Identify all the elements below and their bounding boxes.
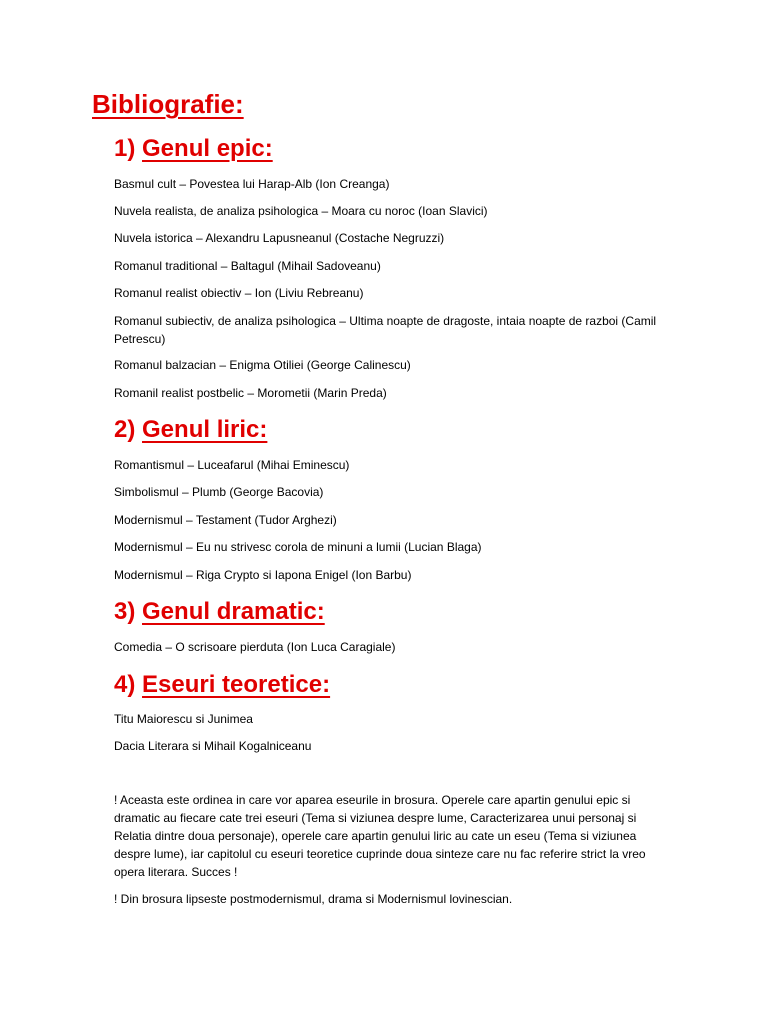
section-label: Genul dramatic: bbox=[142, 598, 325, 625]
section-number: 4) bbox=[114, 671, 136, 698]
section-heading-genul-epic bbox=[114, 131, 273, 167]
list-item: Romanul realist obiectiv – Ion (Liviu Rebreanu) bbox=[114, 286, 364, 300]
section-label: Genul epic: bbox=[142, 135, 273, 162]
list-item: Romanul traditional – Baltagul (Mihail Sadoveanu) bbox=[114, 259, 381, 273]
section-heading-eseuri-teoretice bbox=[114, 667, 330, 703]
list-item: Romanul balzacian – Enigma Otiliei (George Calinescu) bbox=[114, 358, 411, 372]
list-item: Comedia – O scrisoare pierduta (Ion Luca Caragiale) bbox=[114, 640, 396, 654]
section-heading-genul-liric bbox=[114, 412, 267, 448]
list-item: Modernismul – Testament (Tudor Arghezi) bbox=[114, 513, 337, 527]
list-item: Romanul subiectiv, de analiza psihologica – Ultima noapte de dragoste, intaia noapte de razboi (Camil Petrescu) bbox=[114, 314, 657, 346]
section-number: 3) bbox=[114, 598, 136, 625]
page-title: Bibliografie: bbox=[92, 89, 244, 119]
section-label: Eseuri teoretice: bbox=[142, 671, 331, 698]
note-paragraph: ! Aceasta este ordinea in care vor aparea eseurile in brosura. Operele care apartin genului epic si dramatic au fiecare cate trei eseuri (Tema si viziunea despre lume, Caracterizarea unui personaj si Relatia dintre doua personaje), operele care apartin genului liric au cate un eseu (Tema si viziunea despre lume), iar capitolul cu eseuri teoretice cuprinde doua sinteze care nu fac referire strict la vreo opera literara. Succes ! bbox=[114, 793, 646, 879]
section-number: 1) bbox=[114, 135, 136, 162]
list-item: Basmul cult – Povestea lui Harap-Alb (Ion Creanga) bbox=[114, 177, 390, 191]
list-item: Nuvela realista, de analiza psihologica – Moara cu noroc (Ioan Slavici) bbox=[114, 204, 488, 218]
list-item: Romanil realist postbelic – Morometii (Marin Preda) bbox=[114, 386, 387, 400]
list-item: Dacia Literara si Mihail Kogalniceanu bbox=[114, 739, 312, 753]
section-heading-genul-dramatic bbox=[114, 594, 325, 630]
list-item: Simbolismul – Plumb (George Bacovia) bbox=[114, 485, 324, 499]
list-item: Modernismul – Eu nu strivesc corola de minuni a lumii (Lucian Blaga) bbox=[114, 540, 482, 554]
list-item: Romantismul – Luceafarul (Mihai Eminescu) bbox=[114, 458, 350, 472]
section-label: Genul liric: bbox=[142, 416, 268, 443]
list-item: Titu Maiorescu si Junimea bbox=[114, 712, 253, 726]
section-number: 2) bbox=[114, 416, 136, 443]
list-item: Nuvela istorica – Alexandru Lapusneanul (Costache Negruzzi) bbox=[114, 231, 445, 245]
note-paragraph: ! Din brosura lipseste postmodernismul, drama si Modernismul lovinescian. bbox=[114, 892, 513, 906]
list-item: Modernismul – Riga Crypto si Iapona Enigel (Ion Barbu) bbox=[114, 568, 412, 582]
